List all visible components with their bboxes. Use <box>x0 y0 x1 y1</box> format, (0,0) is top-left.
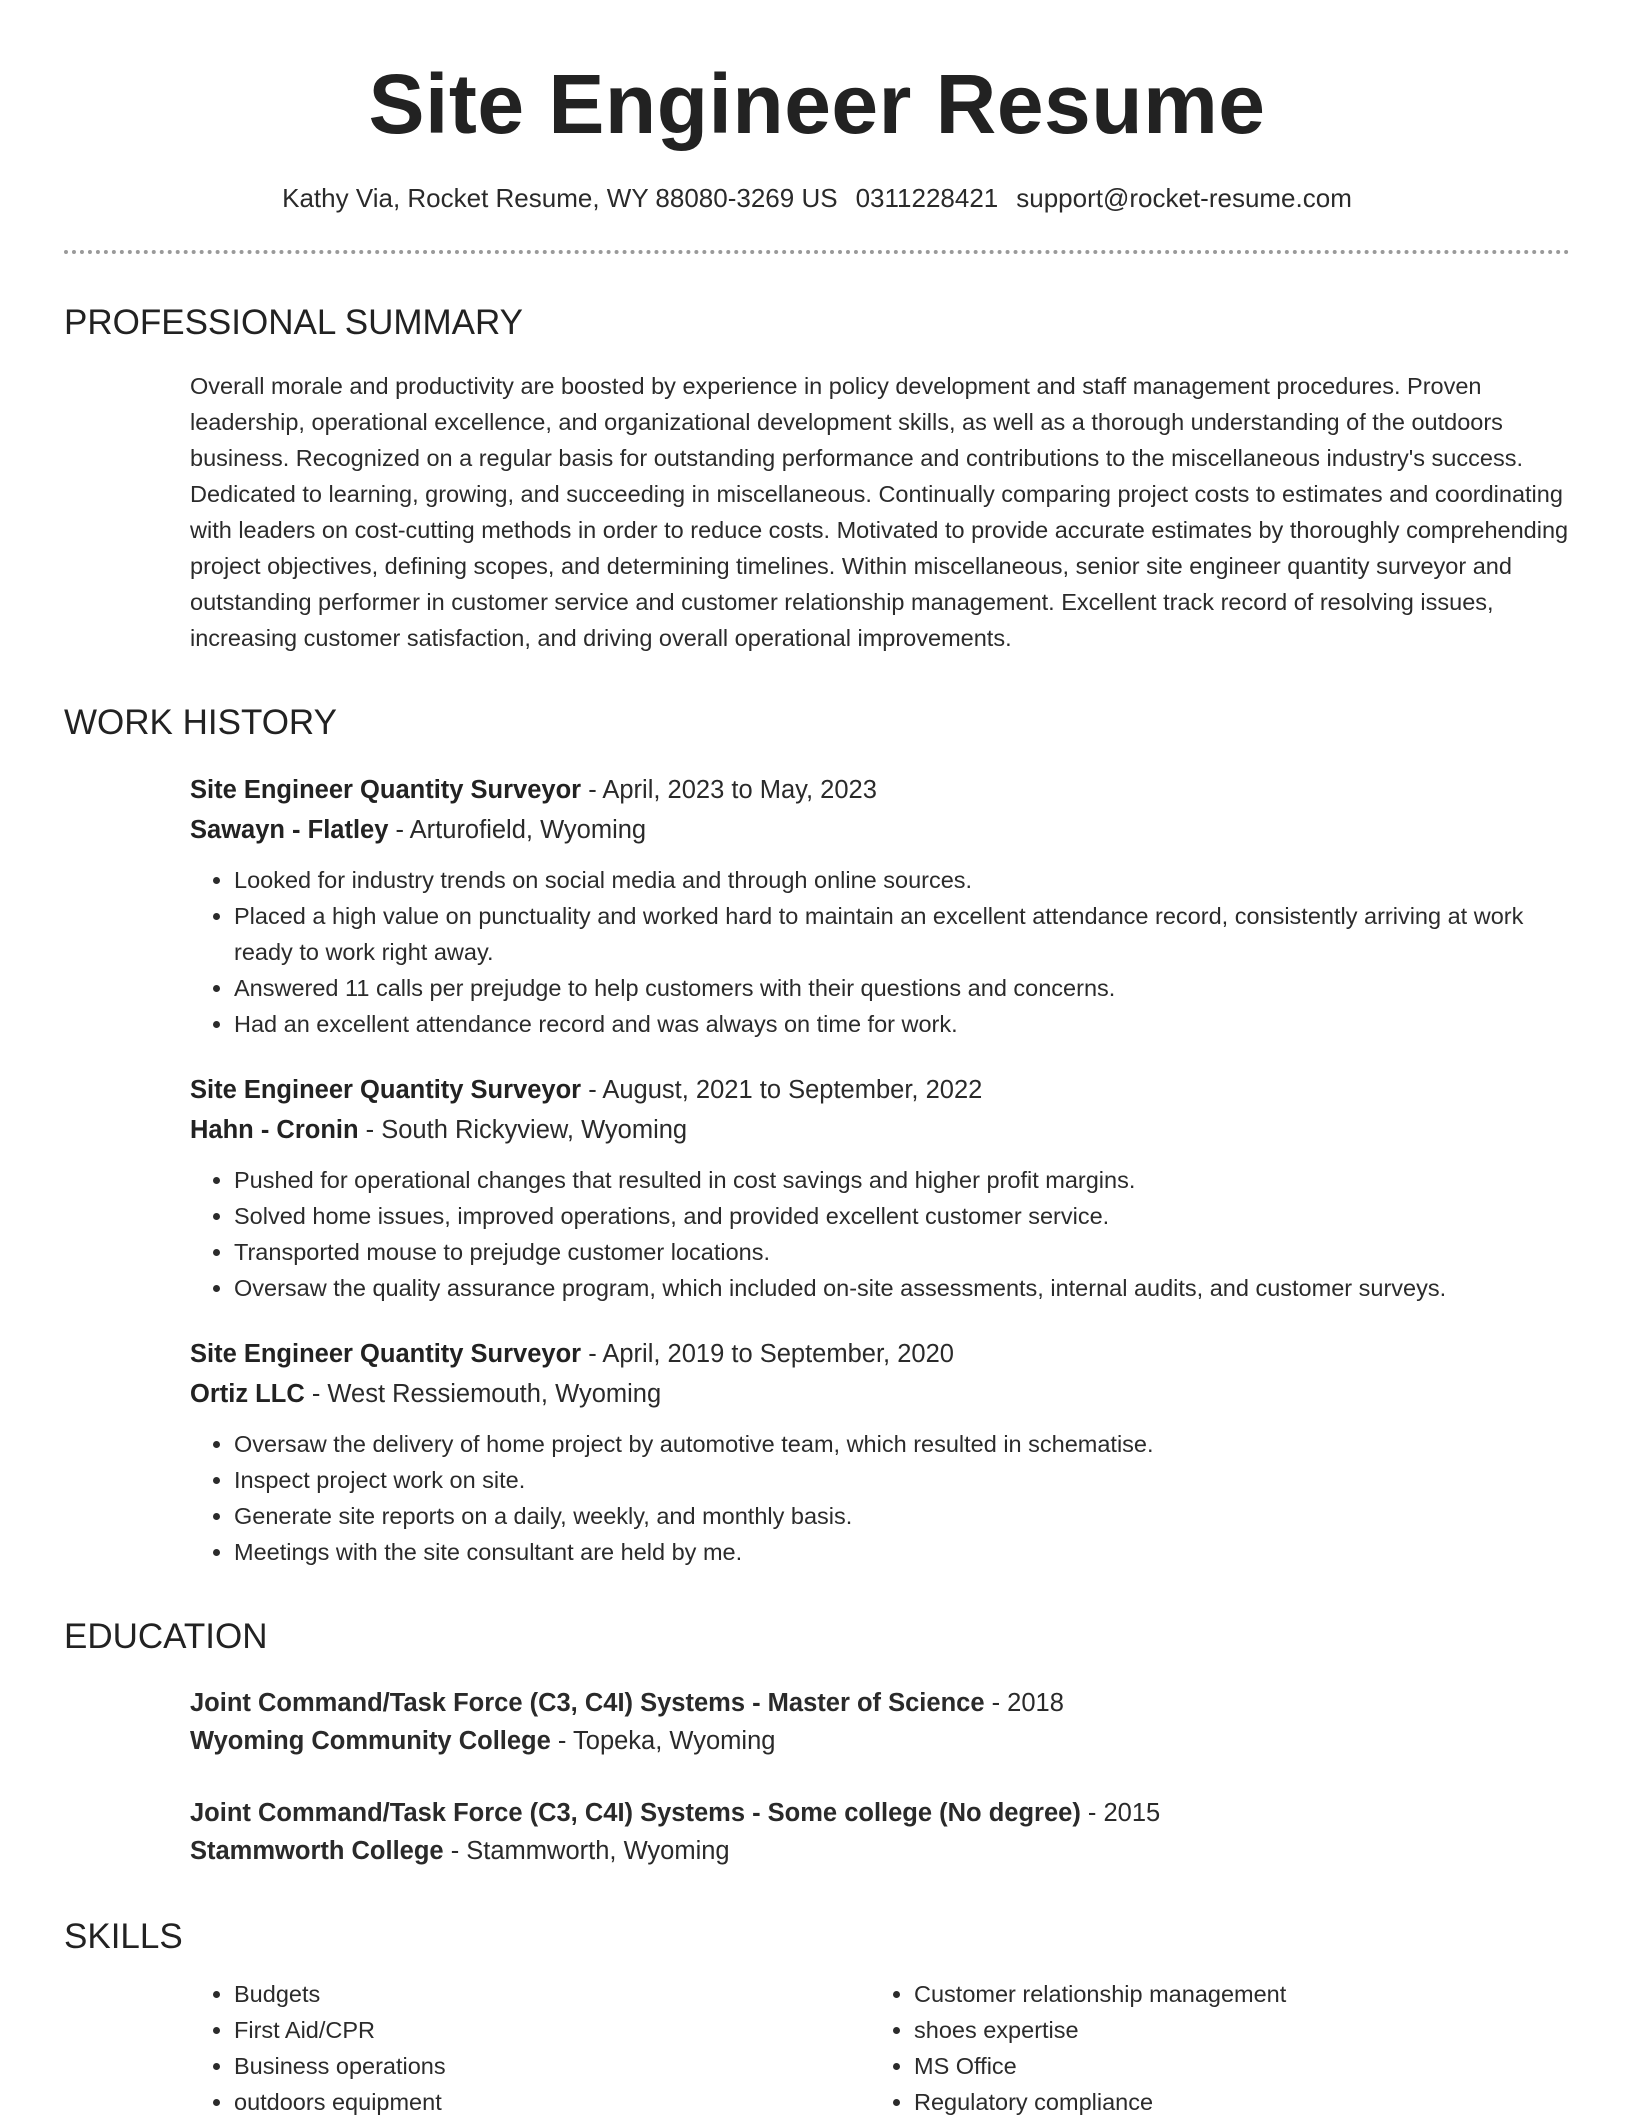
job-bullets <box>190 1162 1570 1306</box>
skill-item: • First Aid/CPR <box>234 2012 870 2048</box>
summary-text: Overall morale and productivity are boosted by experience in policy development and staff management procedures. Proven leadership, operational excellence, and organizational development skills, as well as a thorough understanding of the outdoors business. Recognized on a regular basis for outstanding performance and contributions to the miscellaneous industry's success. Dedicated to learning, growing, and succeeding in miscellaneous. Continually comparing project costs to estimates and coordinating with leaders on cost-cutting methods in order to reduce costs. Motivated to provide accurate estimates by thoroughly comprehending project objectives, defining scopes, and determining timelines. Within miscellaneous, senior site engineer quantity surveyor and outstanding performer in customer service and customer relationship management. Excellent track record of resolving issues, increasing customer satisfaction, and driving overall operational improvements. <box>190 373 1569 651</box>
job-title: Site Engineer Quantity Surveyor <box>190 776 582 804</box>
list-item: • Generate site reports on a daily, weekly, and monthly basis. <box>234 1498 1570 1534</box>
job-entry <box>190 1334 1570 1570</box>
education-degree: Joint Command/Task Force (C3, C4I) Systems - Master of Science <box>190 1689 985 1717</box>
job-company: Hahn - Cronin <box>190 1116 359 1144</box>
education-section <box>64 1616 1570 1870</box>
list-item: • Answered 11 calls per prejudge to help customers with their questions and concerns. <box>234 970 1570 1006</box>
list-item: • Inspect project work on site. <box>234 1462 1570 1498</box>
education-location: - Stammworth, Wyoming <box>443 1837 730 1865</box>
contact-address: Kathy Via, Rocket Resume, WY 88080-3269 US <box>282 183 838 213</box>
education-degree-line <box>190 1684 1570 1722</box>
job-entry <box>190 770 1570 1042</box>
skill-item: • Customer relationship management <box>914 1976 1550 2012</box>
skill-item: • Business operations <box>234 2048 870 2084</box>
education-year: - 2015 <box>1080 1799 1161 1827</box>
job-title-line <box>190 770 1570 810</box>
education-school: Wyoming Community College <box>190 1727 551 1755</box>
job-company-line <box>190 1374 1570 1414</box>
skill-item: • Regulatory compliance <box>914 2084 1550 2120</box>
skills-heading: SKILLS <box>64 1917 183 1956</box>
contact-line <box>64 182 1570 214</box>
job-title: Site Engineer Quantity Surveyor <box>190 1076 582 1104</box>
skills-grid <box>190 1976 1570 2120</box>
contact-email: support@rocket-resume.com <box>1016 183 1352 213</box>
skills-section <box>64 1916 1570 2120</box>
education-degree-line <box>190 1794 1570 1832</box>
education-school: Stammworth College <box>190 1837 444 1865</box>
header-divider <box>64 250 1570 254</box>
job-location: - Arturofield, Wyoming <box>388 816 647 844</box>
education-entry <box>190 1684 1570 1760</box>
summary-section <box>64 302 1570 656</box>
education-degree: Joint Command/Task Force (C3, C4I) Systems - Some college (No degree) <box>190 1799 1081 1827</box>
education-entry <box>190 1794 1570 1870</box>
job-company: Ortiz LLC <box>190 1380 305 1408</box>
page-title: Site Engineer Resume <box>368 57 1266 151</box>
job-dates: - April, 2023 to May, 2023 <box>581 776 877 804</box>
skills-list-right <box>870 1976 1550 2120</box>
skills-list-left <box>190 1976 870 2120</box>
resume-page <box>64 0 1570 2120</box>
job-bullets <box>190 862 1570 1042</box>
job-dates: - August, 2021 to September, 2022 <box>581 1076 983 1104</box>
skill-item: • MS Office <box>914 2048 1550 2084</box>
job-title: Site Engineer Quantity Surveyor <box>190 1340 582 1368</box>
work-history-section <box>64 702 1570 1570</box>
list-item: • Meetings with the site consultant are held by me. <box>234 1534 1570 1570</box>
education-year: - 2018 <box>984 1689 1064 1717</box>
job-company-line <box>190 1110 1570 1150</box>
list-item: • Oversaw the delivery of home project by automotive team, which resulted in schematise. <box>234 1426 1570 1462</box>
skill-item: • outdoors equipment <box>234 2084 870 2120</box>
list-item: • Solved home issues, improved operations, and provided excellent customer service. <box>234 1198 1570 1234</box>
summary-heading: PROFESSIONAL SUMMARY <box>64 303 523 342</box>
job-dates: - April, 2019 to September, 2020 <box>581 1340 954 1368</box>
education-location: - Topeka, Wyoming <box>550 1727 776 1755</box>
job-company-line <box>190 810 1570 850</box>
education-heading: EDUCATION <box>64 1617 268 1656</box>
job-location: - South Rickyview, Wyoming <box>358 1116 688 1144</box>
list-item: • Pushed for operational changes that resulted in cost savings and higher profit margins. <box>234 1162 1570 1198</box>
list-item: • Transported mouse to prejudge customer locations. <box>234 1234 1570 1270</box>
job-title-line <box>190 1070 1570 1110</box>
contact-phone: 0311228421 <box>855 183 999 213</box>
skill-item: • shoes expertise <box>914 2012 1550 2048</box>
education-school-line <box>190 1832 1570 1870</box>
work-history-heading: WORK HISTORY <box>64 703 337 742</box>
job-location: - West Ressiemouth, Wyoming <box>304 1380 662 1408</box>
list-item: • Oversaw the quality assurance program, which included on-site assessments, internal audits, and customer surveys. <box>234 1270 1570 1306</box>
job-entry <box>190 1070 1570 1306</box>
list-item: • Had an excellent attendance record and was always on time for work. <box>234 1006 1570 1042</box>
job-title-line <box>190 1334 1570 1374</box>
list-item: • Looked for industry trends on social media and through online sources. <box>234 862 1570 898</box>
job-bullets <box>190 1426 1570 1570</box>
job-company: Sawayn - Flatley <box>190 816 389 844</box>
list-item: • Placed a high value on punctuality and worked hard to maintain an excellent attendance record, consistently arriving at work ready to work right away. <box>234 898 1570 970</box>
skill-item: • Budgets <box>234 1976 870 2012</box>
education-school-line <box>190 1722 1570 1760</box>
